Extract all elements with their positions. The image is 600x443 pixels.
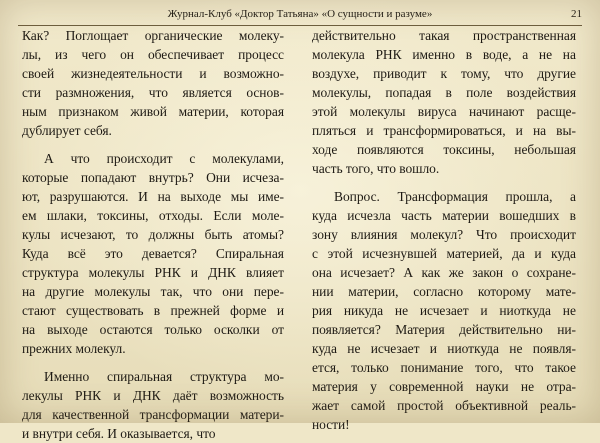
text-line: действительно такая пространственная xyxy=(312,28,576,43)
text-line: на другие молекулы так, что они пере- xyxy=(22,284,284,299)
text-line: Куда всё это девается? Спиральная xyxy=(22,246,284,261)
paragraph xyxy=(312,26,576,178)
text-line: ют, разрушаются. И на выходе мы име- xyxy=(22,189,284,204)
text-line: нии материи, согласно которому мате- xyxy=(312,284,576,299)
text-line: пляться и трансформироваться, и на вы- xyxy=(312,123,576,138)
text-line: часть того, что вошло. xyxy=(312,161,440,176)
text-line: материя у современной науки не отра- xyxy=(312,379,576,394)
text-line: рия никуда не исчезает и ниоткуда не xyxy=(312,303,576,318)
text-line: ным признаком живой материи, которая xyxy=(22,104,284,119)
text-line: лекулы РНК и ДНК даёт возможность xyxy=(22,388,284,403)
text-line: прежних молекул. xyxy=(22,341,126,356)
paragraph-gap xyxy=(312,178,576,187)
text-line: которые попадают внутрь? Они исчеза- xyxy=(22,170,284,185)
text-line: Именно спиральная структура мо- xyxy=(44,369,284,384)
text-line: стают существовать в прежней форме и xyxy=(22,303,284,318)
text-line: на выходе остаются только осколки от xyxy=(22,322,284,337)
text-line: А что происходит с молекулами, xyxy=(44,151,284,166)
text-line: дублирует себя. xyxy=(22,123,112,138)
paragraph xyxy=(22,367,284,443)
text-line: ходе появляются токсины, небольшая xyxy=(312,142,576,157)
text-line: этой молекулы вируса начинают расще- xyxy=(312,104,576,119)
text-line: для качественной трансформации матери- xyxy=(22,407,284,422)
paragraph xyxy=(22,149,284,358)
text-line: Как? Поглощает органические молеку- xyxy=(22,28,284,43)
text-line: она исчезает? А как же закон о сохране- xyxy=(312,265,576,280)
text-column-left xyxy=(22,26,284,441)
text-line: ности! xyxy=(312,417,350,432)
text-line: ется, только понимание того, что такое xyxy=(312,360,576,375)
paragraph-gap xyxy=(22,358,284,367)
text-line: молекула РНК именно в воде, а не на xyxy=(312,47,576,62)
text-line: сти размножения, что является основ- xyxy=(22,85,284,100)
running-header xyxy=(0,4,600,26)
text-line: воздухе, приводит к тому, что другие xyxy=(312,66,576,81)
text-line: появляется? Материя действительно ни- xyxy=(312,322,576,337)
journal-title: Журнал-Клуб «Доктор Татьяна» «О сущности и разуме» xyxy=(167,8,433,20)
text-line: куда исчезла часть материи вошедших в xyxy=(312,208,576,223)
text-line: лы, из чего он обеспечивает процесс xyxy=(22,47,284,62)
page-number: 21 xyxy=(571,8,582,20)
text-line: жает самой простой объективной реаль- xyxy=(312,398,576,413)
paragraph-gap xyxy=(22,140,284,149)
paragraph xyxy=(22,26,284,140)
text-line: и внутри себя. И оказывается, что xyxy=(22,426,216,441)
text-line: структура молекулы РНК и ДНК влияет xyxy=(22,265,284,280)
text-line: ем шлаки, токсины, отходы. Если моле- xyxy=(22,208,284,223)
text-line: молекулы, попадая в поле воздействия xyxy=(312,85,576,100)
paragraph xyxy=(312,187,576,434)
text-line: Вопрос. Трансформация прошла, а xyxy=(334,189,576,204)
text-line: своей жизнедеятельности и возможно- xyxy=(22,66,284,81)
text-column-right xyxy=(312,26,576,432)
text-line: куда не исчезает и ниоткуда не появля- xyxy=(312,341,576,356)
text-line: с этой исчезнувшей материей, да и куда xyxy=(312,246,576,261)
text-line: кулы исчезают, то должны быть атомы? xyxy=(22,227,284,242)
text-line: зону влияния молекул? Что происходит xyxy=(312,227,576,242)
